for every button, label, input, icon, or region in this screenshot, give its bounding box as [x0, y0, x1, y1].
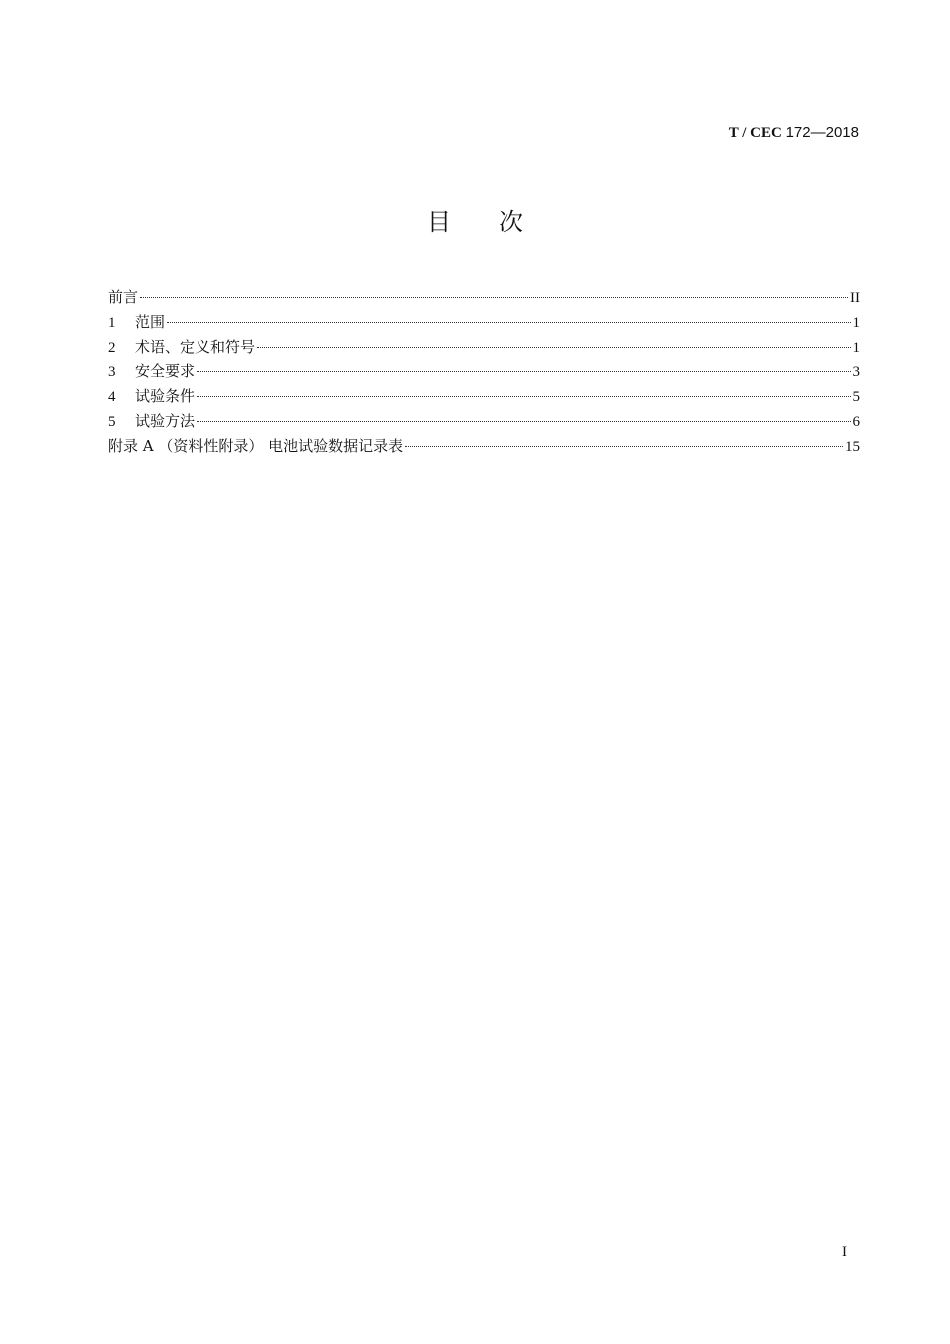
toc-entry-conditions[interactable]	[108, 384, 860, 409]
toc-entry-label: 范围	[135, 312, 166, 331]
toc-entry-appendix-a[interactable]	[108, 434, 860, 459]
toc-entry-safety[interactable]	[108, 359, 860, 384]
table-of-contents	[108, 285, 860, 459]
toc-entry-page: 1	[852, 339, 860, 356]
toc-entry-page: 6	[852, 413, 860, 430]
toc-leader-dots	[197, 396, 850, 397]
toc-entry-label: 前言	[108, 288, 139, 306]
toc-entry-number: 2	[108, 339, 116, 356]
document-header	[729, 124, 859, 142]
toc-entry-page: 3	[852, 364, 860, 381]
toc-leader-dots	[197, 371, 850, 372]
toc-entry-number: 4	[108, 389, 116, 406]
toc-entry-number: 5	[108, 413, 116, 430]
toc-entry-label: 附录 A （资料性附录） 电池试验数据记录表	[108, 436, 404, 455]
toc-entry-number: 3	[108, 364, 116, 381]
toc-entry-page: 5	[852, 389, 860, 406]
toc-leader-dots	[167, 322, 850, 323]
toc-entry-page: II	[850, 290, 860, 306]
toc-entry-number: 1	[108, 314, 116, 331]
toc-leader-dots	[405, 446, 843, 447]
toc-entry-page: 15	[845, 438, 860, 455]
toc-entry-scope[interactable]	[108, 310, 860, 335]
toc-entry-label: 试验方法	[135, 411, 196, 430]
toc-entry-terms[interactable]	[108, 335, 860, 360]
page-number: I	[842, 1244, 847, 1260]
toc-leader-dots	[197, 421, 850, 422]
toc-entry-methods[interactable]	[108, 409, 860, 434]
toc-entry-label: 试验条件	[135, 387, 196, 406]
toc-leader-dots	[140, 297, 848, 298]
toc-leader-dots	[257, 347, 850, 348]
toc-entry-page: 1	[852, 314, 860, 331]
standard-number: 172—2018	[785, 124, 859, 141]
page-title: 目次	[427, 208, 571, 236]
standard-code: T / CEC	[728, 125, 782, 141]
toc-entry-foreword[interactable]	[108, 285, 860, 310]
toc-entry-label: 安全要求	[135, 362, 196, 381]
toc-entry-label: 术语、定义和符号	[135, 337, 256, 356]
